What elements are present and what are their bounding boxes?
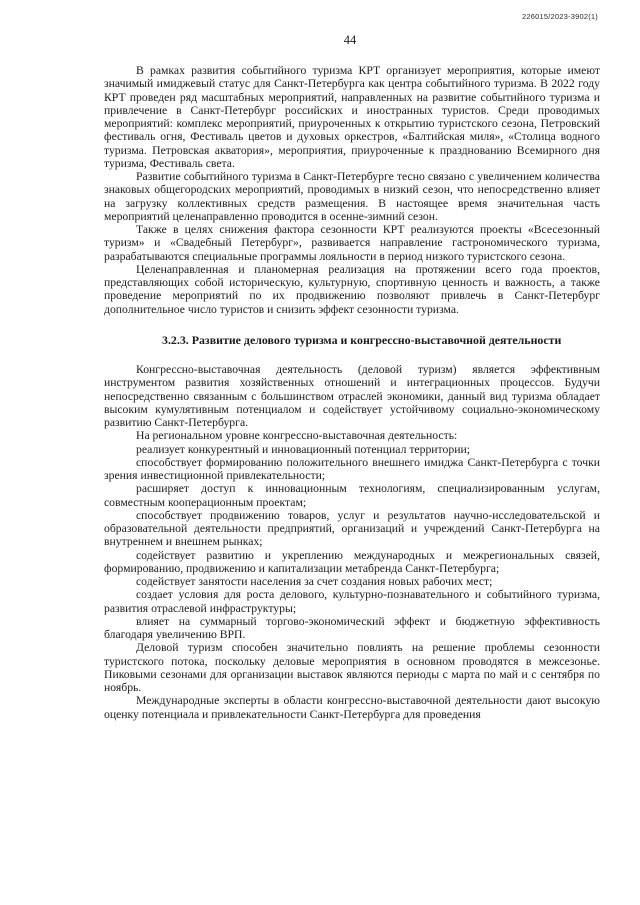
paragraph-seasonality-projects: Также в целях снижения фактора сезонности КРТ реализуются проекты «Всесезонный туризм» и «Свадебный Петербург», развивается направление гастрономического туризма, разрабатываются специальные программы лояльности в период низкого туристского сезона.	[104, 223, 600, 263]
section-heading: 3.2.3. Развитие делового туризма и конгрессно-выставочной деятельности	[162, 332, 562, 347]
list-item: содействует занятости населения за счет создания новых рабочих мест;	[136, 575, 493, 588]
list-item: расширяет доступ к инновационным технологиям, специализированным услугам, совместным кооперационным проектам;	[104, 482, 600, 509]
list-item: создает условия для роста делового, культурно-познавательного и событийного туризма, развития отраслевой инфраструктуры;	[104, 588, 600, 615]
document-registration-number: 226015/2023-3902(1)	[522, 12, 598, 21]
paragraph-event-tourism-intro: В рамках развития событийного туризма КРТ организует мероприятия, которые имеют значимый имиджевый статус для Санкт-Петербурга как центра событийного туризма. В 2022 году КРТ проведен ряд масштабных мероприятий, направленных на развитие событийного туризма и привлечение в Санкт-Петербург российских и иностранных туристов. Среди проводимых мероприятий: комплекс мероприятий, приуроченных к открытию туристского сезона, Петровский фестиваль огня, Фестиваль цветов и духовых оркестров, «Балтийская миля», «Столица водного туризма. Петровская акватория», мероприятия, приуроченные к празднованию Всемирного дня туризма, Фестиваль света.	[104, 64, 600, 170]
list-item: влияет на суммарный торгово-экономический эффект и бюджетную эффективность благодаря увеличению ВРП.	[104, 614, 600, 641]
list-item: реализует конкурентный и инновационный потенциал территории;	[136, 442, 470, 456]
list-item: содействует развитию и укреплению международных и межрегиональных связей, формированию, продвижению и капитализации метабренда Санкт-Петербурга;	[104, 548, 600, 575]
paragraph-business-tourism-seasonality: Деловой туризм способен значительно повлиять на решение проблемы сезонности туристского потока, поскольку деловые мероприятия в основном проводятся в межсезонье. Пиковыми сезонами для организации выставок являются периоды с марта по май и с сентября по ноябрь.	[104, 641, 600, 694]
list-item: способствует продвижению товаров, услуг и результатов научно-исследовательской и образовательной деятельности предприятий, организаций и учреждений Санкт-Петербурга на внутреннем и внешнем рынках;	[104, 508, 600, 549]
paragraph-international-experts: Международные эксперты в области конгрессно-выставочной деятельности дают высокую оценку потенциала и привлекательности Санкт-Петербурга для проведения	[104, 694, 600, 721]
document-body	[104, 64, 600, 721]
page-number: 44	[343, 33, 357, 47]
paragraph-event-tourism-season: Развитие событийного туризма в Санкт-Петербурге тесно связано с увеличением количества знаковых общегородских мероприятий, проводимых в низкий сезон, что непосредственно влияет на загрузку коллективных средств размещения. В настоящее время значительная часть мероприятий целенаправленно проводится в осенне-зимний сезон.	[104, 170, 600, 223]
list-item: способствует формированию положительного внешнего имиджа Санкт-Петербурга с точки зрения инвестиционной привлекательности;	[104, 455, 600, 482]
paragraph-regional-level: На региональном уровне конгрессно-выставочная деятельность:	[136, 429, 458, 443]
paragraph-year-round-projects: Целенаправленная и планомерная реализация на протяжении всего года проектов, представляющих собой историческую, культурную, спортивную ценность и важность, а также проведение мероприятий по их продвижению позволяют привлечь в Санкт-Петербург дополнительное число туристов и снизить эффект сезонности туризма.	[104, 262, 600, 316]
paragraph-congress-activity: Конгрессно-выставочная деятельность (деловой туризм) является эффективным инструментом развития хозяйственных отношений и интеграционных процессов. Будучи непосредственно связанным с большинством отраслей экономики, данный вид туризма обладает высоким кумулятивным потенциалом и содействует устойчивому социально-экономическому развитию Санкт-Петербурга.	[104, 363, 600, 429]
